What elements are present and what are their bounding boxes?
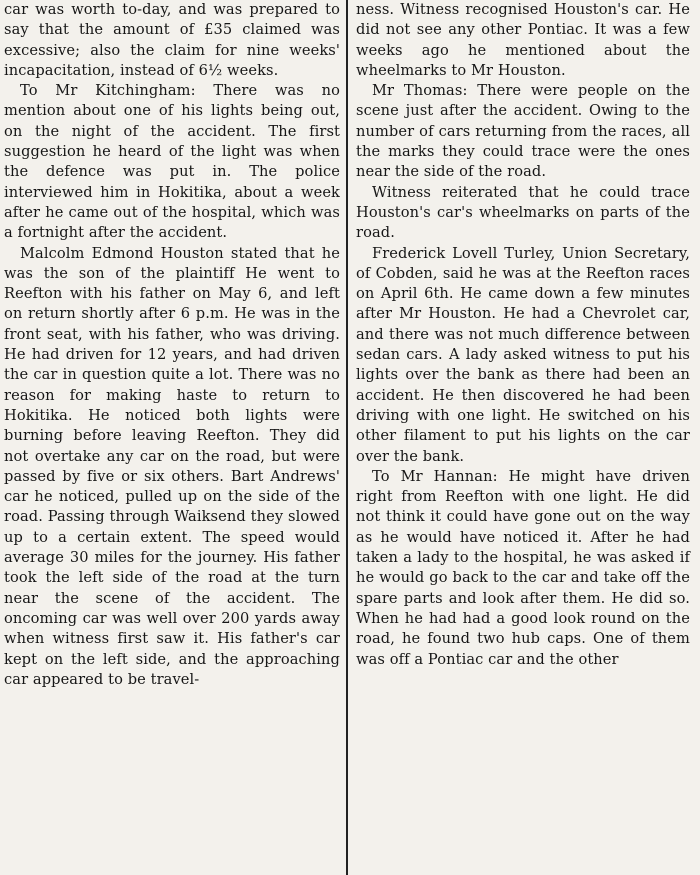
paragraph: Witness reiterated that he could trace Houston's car's wheelmarks on parts of the road. <box>356 183 690 242</box>
paragraph: Mr Thomas: There were people on the scene just after the accident. Owing to the number of cars returning from the races, all the marks they could trace were the ones near the side of the road. <box>356 82 690 181</box>
paragraph: To Mr Kitchingham: There was no mention about one of his lights being out, on the night of the accident. The first suggestion he heard of the light was when the defence was put in. The police interviewed him in Hokitika, about a week after he came out of the hospital, which was a fortnight after the accident. <box>4 82 340 242</box>
paragraph: Malcolm Edmond Houston stated that he was the son of the plaintiff He went to Reefton with his father on May 6, and left on return shortly after 6 p.m. He was in the front seat, with his father, who was driving. He had driven for 12 years, and had driven the car in question quite a lot. There was no reason for making haste to return to Hokitika. He noticed both lights were burning before leaving Reefton. They did not overtake any car on the road, but were passed by five or six others. Bart Andrews' car he noticed, pulled up on the side of the road. Passing through Waiksend they slowed up to a certain extent. The speed would average 30 miles for the journey. His father took the left side of the road at the turn near the scene of the accident. The oncoming car was well over 200 yards away when witness first saw it. His father's car kept on the left side, and the approaching car appeared to be travel- <box>4 244 340 688</box>
left-column <box>2 0 346 875</box>
paragraph: car was worth to-day, and was prepared to say that the amount of £35 claimed was excessive; also the claim for nine weeks' incapacitation, instead of 6½ weeks. <box>4 1 340 79</box>
paragraph: ness. Witness recognised Houston's car. He did not see any other Pontiac. It was a few weeks ago he mentioned about the wheelmarks to Mr Houston. <box>356 1 690 79</box>
paragraph: Frederick Lovell Turley, Union Secretary, of Cobden, said he was at the Reefton races on April 6th. He came down a few minutes after Mr Houston. He had a Chevrolet car, and there was not much difference between sedan cars. A lady asked witness to put his lights over the bank as there had been an accident. He then discovered he had been driving with one light. He switched on his other filament to put his lights on the car over the bank. <box>356 244 690 465</box>
right-column <box>348 0 692 875</box>
paragraph: To Mr Hannan: He might have driven right from Reefton with one light. He did not think it could have gone out on the way as he would have noticed it. After he had taken a lady to the hospital, he was asked if he would go back to the car and take off the spare parts and look after them. He did so. When he had had a good look round on the road, he found two hub caps. One of them was off a Pontiac car and the other <box>356 467 690 668</box>
